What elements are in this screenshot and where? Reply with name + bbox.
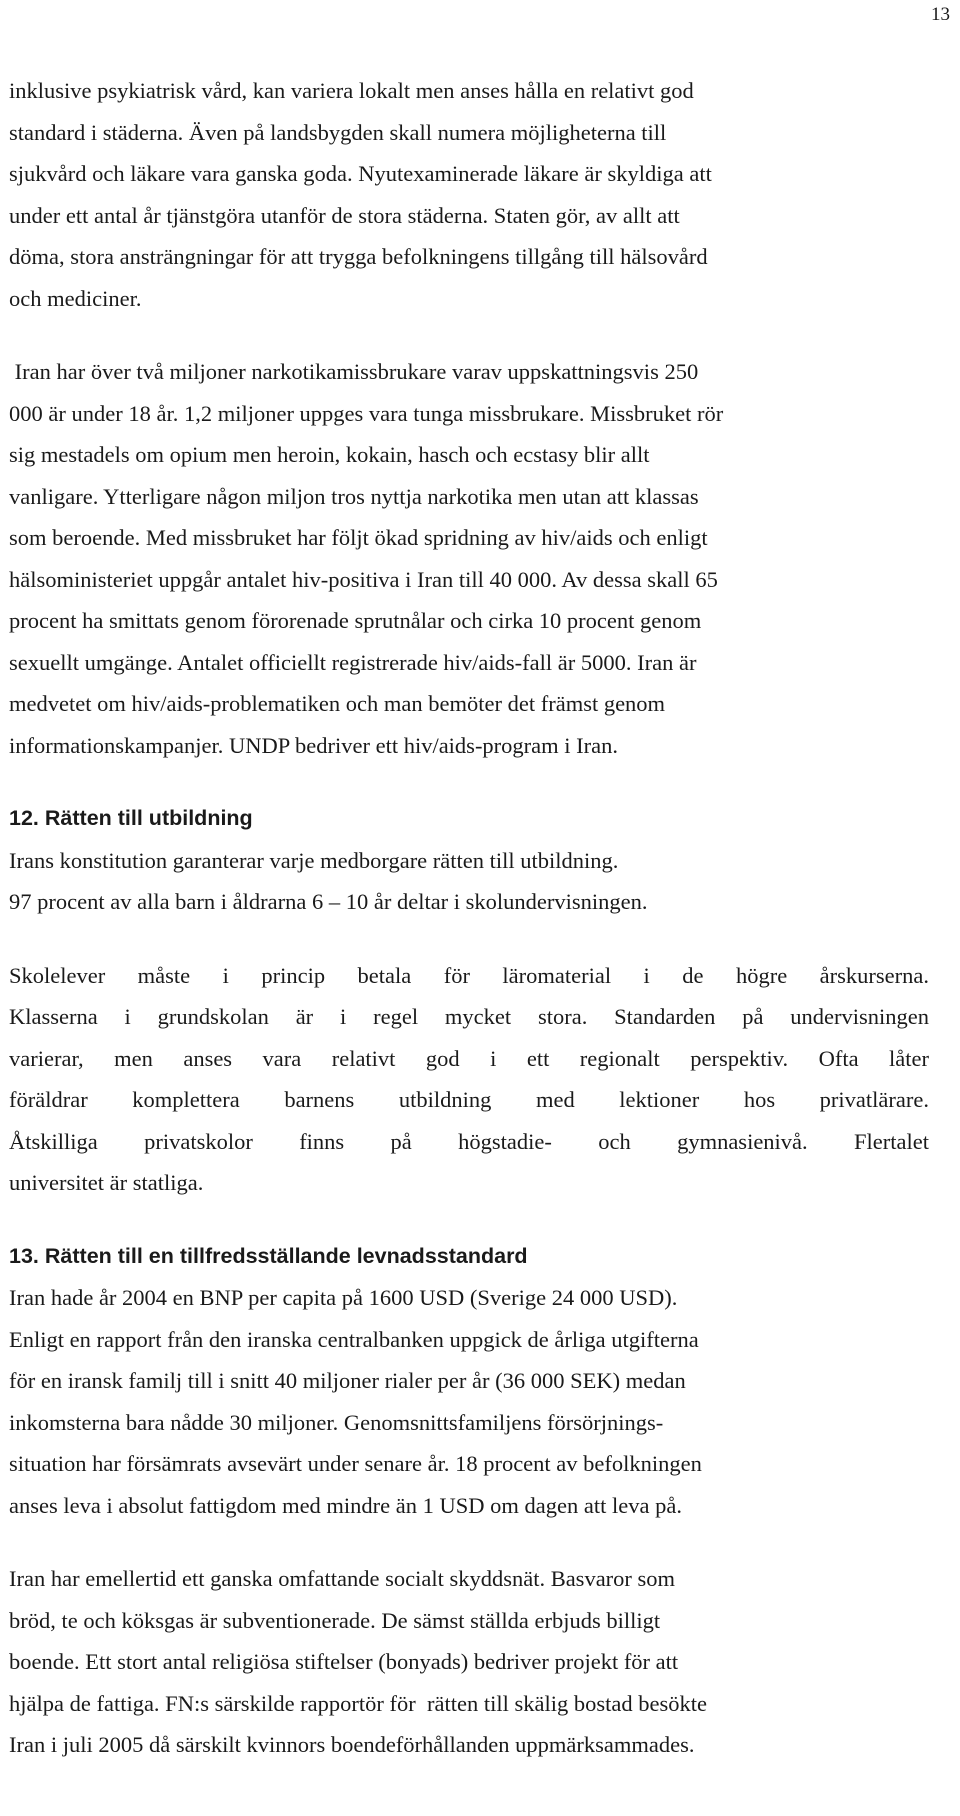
text-line: och mediciner. [9,285,142,311]
text-line: inklusive psykiatrisk vård, kan variera lokalt men anses hålla en relativt god [9,78,694,103]
section-heading-living-standard [9,1236,929,1278]
text-line: informationskampanjer. UNDP bedriver ett hiv/aids-program i Iran. [9,732,619,758]
section-heading-education [9,798,929,840]
text-line: standard i städerna. Även på landsbygden skall numera möjligheterna till [9,119,667,145]
text-line: Irans konstitution garanterar varje medborgare rätten till utbildning. [9,847,619,873]
text-line: Skolelever måste i princip betala för läromaterial i de högre årskurserna. [9,962,929,988]
text-line: anses leva i absolut fattigdom med mindre än 1 USD om dagen att leva på. [9,1492,682,1518]
section-title: Rätten till en tillfredsställande levnadsstandard [44,1243,528,1268]
text-line: Iran har emellertid ett ganska omfattande socialt skyddsnät. Basvaror som [9,1566,676,1591]
section-number: 13. [9,1243,39,1268]
text-line: inkomsterna bara nådde 30 miljoner. Genomsnittsfamiljens försörjnings- [9,1409,664,1435]
paragraph-education-details [9,955,929,1204]
paragraph-healthcare [9,70,929,319]
paragraph-drugs [9,351,929,766]
text-line: 000 är under 18 år. 1,2 miljoner uppges vara tunga missbrukare. Missbruket rör [9,400,724,426]
text-line: för en iransk familj till i snitt 40 miljoner rialer per år (36 000 SEK) medan [9,1368,686,1393]
text-line: varierar, men anses vara relativt god i ett regionalt perspektiv. Ofta låter [9,1045,929,1071]
text-line: som beroende. Med missbruket har följt ökad spridning av hiv/aids och enligt [9,525,708,550]
text-line: Iran i juli 2005 då särskilt kvinnors boendeförhållanden uppmärksammades. [9,1732,695,1757]
text-line: universitet är statliga. [9,1170,204,1195]
text-line: 97 procent av alla barn i åldrarna 6 – 10 år deltar i skolundervisningen. [9,889,648,914]
text-line: Iran har över två miljoner narkotikamissbrukare varav uppskattningsvis 250 [9,359,699,384]
text-line: vanligare. Ytterligare någon miljon tros nyttja narkotika men utan att klassas [9,483,699,509]
page-number: 13 [931,4,950,25]
paragraph-social-safety-net [9,1558,929,1766]
text-line: Iran hade år 2004 en BNP per capita på 1600 USD (Sverige 24 000 USD). [9,1285,678,1310]
text-line: Åtskilliga privatskolor finns på högstadie- och gymnasienivå. Flertalet [9,1128,929,1154]
text-line: sexuellt umgänge. Antalet officiellt registrerade hiv/aids-fall är 5000. Iran är [9,649,697,675]
text-line: situation har försämrats avsevärt under senare år. 18 procent av befolkningen [9,1451,702,1476]
text-line: föräldrar komplettera barnens utbildning med lektioner hos privatlärare. [9,1087,929,1112]
text-line: Klasserna i grundskolan är i regel mycket stora. Standarden på undervisningen [9,1004,929,1029]
text-line: bröd, te och köksgas är subventionerade. De sämst ställda erbjuds billigt [9,1607,661,1633]
section-number: 12. [9,806,39,830]
paragraph-living-standard [9,1277,929,1526]
text-line: sjukvård och läkare vara ganska goda. Nyutexaminerade läkare är skyldiga att [9,161,712,186]
text-line: sig mestadels om opium men heroin, kokain, hasch och ecstasy blir allt [9,442,650,467]
text-line: procent ha smittats genom förorenade sprutnålar och cirka 10 procent genom [9,608,702,633]
text-line: hälsoministeriet uppgår antalet hiv-positiva i Iran till 40 000. Av dessa skall 65 [9,566,718,592]
text-line: hjälpa de fattiga. FN:s särskilde rapportör för rätten till skälig bostad besökte [9,1690,707,1716]
document-body [9,70,929,1766]
paragraph-education-intro [9,840,929,923]
text-line: boende. Ett stort antal religiösa stiftelser (bonyads) bedriver projekt för att [9,1649,679,1674]
text-line: medvetet om hiv/aids-problematiken och man bemöter det främst genom [9,691,666,716]
section-title: Rätten till utbildning [44,806,253,830]
text-line: döma, stora ansträngningar för att trygga befolkningens tillgång till hälsovård [9,244,708,269]
text-line: Enligt en rapport från den iranska centralbanken uppgick de årliga utgifterna [9,1326,699,1352]
text-line: under ett antal år tjänstgöra utanför de stora städerna. Staten gör, av allt att [9,202,680,228]
